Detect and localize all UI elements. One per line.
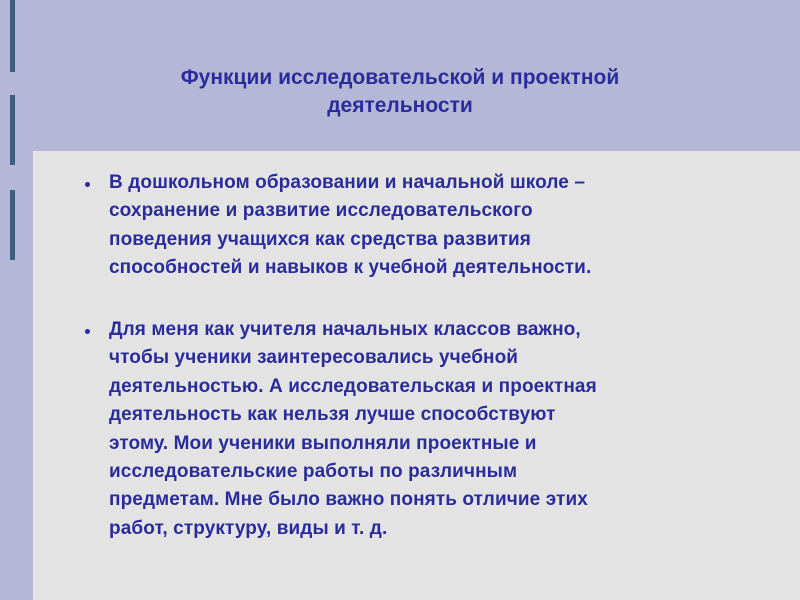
bullet-line: предметам. Мне было важно понять отличие этих <box>109 489 588 511</box>
bullet-dot-icon <box>85 182 90 187</box>
bullet-line: этому. Мои ученики выполняли проектные и <box>109 432 537 454</box>
bullet-line: чтобы ученики заинтересовались учебной <box>109 347 519 369</box>
slide-title-line-1: Функции исследовательской и проектной <box>180 66 620 89</box>
slide-title <box>0 64 800 120</box>
bullet-line: исследовательские работы по различным <box>109 461 518 483</box>
bullet-line: деятельность как нельзя лучше способствуют <box>109 404 556 426</box>
content-panel <box>33 151 800 600</box>
bullet-line: сохранение и развитие исследовательского <box>109 200 533 222</box>
bullet-text <box>109 316 789 543</box>
bullet-line: поведения учащихся как средства развития <box>109 228 531 250</box>
bullet-text <box>109 169 789 283</box>
bullet-dot-icon <box>85 329 90 334</box>
bullet-line: Для меня как учителя начальных классов важно, <box>109 319 581 340</box>
decorative-bar-top <box>10 0 15 72</box>
bullet-line: деятельностью. А исследовательская и проектная <box>109 375 597 397</box>
bullet-line: В дошкольном образовании и начальной школе – <box>109 172 586 193</box>
bullet-line: работ, структуру, виды и т. д. <box>109 517 388 539</box>
bullet-line: способностей и навыков к учебной деятельности. <box>109 257 592 279</box>
slide-title-line-2: деятельности <box>327 94 473 117</box>
decorative-bar-bottom <box>10 190 15 260</box>
